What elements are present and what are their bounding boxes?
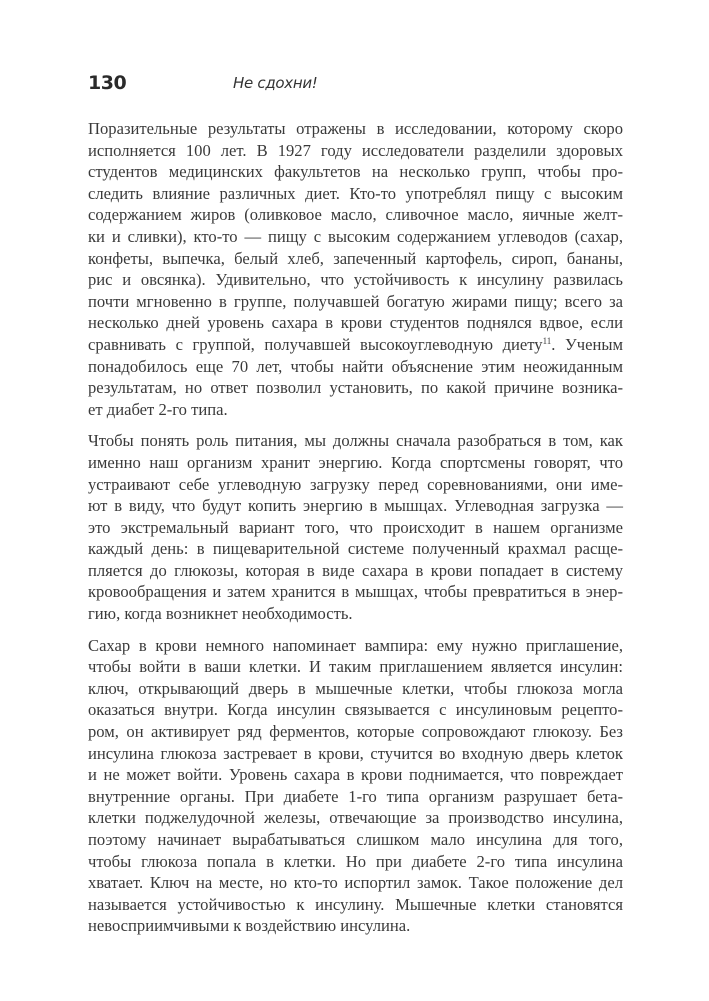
text-line: клетки поджелудочной железы, отвечающие за производство инсулина,: [88, 808, 623, 828]
paragraph: [88, 118, 623, 420]
text-line: и не может войти. Уровень сахара в крови поднимается, что повреждает: [88, 765, 623, 785]
text-line: это экстремальный вариант того, что происходит в нашем организме: [88, 517, 623, 537]
text-line: именно наш организм хранит энергию. Когда спортсмены говорят, что: [88, 452, 623, 472]
text-line: сравнивать с группой, получавшей высокоуглеводную диету$^{11}$. Ученым: [88, 334, 623, 354]
text-line: Чтобы понять роль питания, мы должны сначала разобраться в том, как: [88, 431, 623, 451]
text-line: ки и сливки), кто-то — пищу с высоким содержанием углеводов (сахар,: [88, 226, 623, 246]
text-line: почти мгновенно в группе, получавшей богатую жирами пищу; всего за: [88, 291, 623, 311]
text-line: следить влияние различных диет. Кто-то употреблял пищу с высоким: [88, 183, 623, 203]
text-line: чтобы войти в ваши клетки. И таким приглашением является инсулин:: [88, 657, 623, 677]
text-line: студентов медицинских факультетов на несколько групп, чтобы про-: [88, 162, 623, 182]
text-line: внутренние органы. При диабете 1-го типа организм разрушает бета-: [88, 786, 623, 806]
text-line: ключ, открывающий дверь в мышечные клетки, чтобы глюкоза могла: [88, 678, 623, 698]
text-line: поэтому начинает вырабатываться слишком мало инсулина для того,: [88, 830, 623, 849]
text-line: пляется до глюкозы, которая в виде сахара в крови попадает в систему: [88, 560, 623, 580]
page-number: 130: [88, 72, 127, 94]
text-line: хватает. Ключ на месте, но кто-то испортил замок. Такое положение дел: [88, 873, 623, 893]
text-line: исполняется 100 лет. В 1927 году исследователи разделили здоровых: [88, 140, 623, 160]
text-line: содержанием жиров (оливковое масло, сливочное масло, яичные желт-: [88, 205, 623, 225]
text-line: чтобы глюкоза попала в клетки. Но при диабете 2-го типа инсулина: [88, 851, 623, 871]
footnote-marker[interactable]: 11: [542, 335, 552, 346]
text-line: конфеты, выпечка, белый хлеб, запеченный картофель, сироп, бананы,: [88, 248, 623, 268]
text-line: ют в виду, что будут копить энергию в мышцах. Углеводная загрузка —: [88, 496, 623, 516]
text-line: понадобилось еще 70 лет, чтобы найти объяснение этим неожиданным: [88, 356, 623, 376]
page-header: [88, 72, 623, 100]
text-line: инсулина глюкоза застревает в крови, стучится во входную дверь клеток: [88, 743, 623, 763]
body-text: [88, 118, 623, 947]
text-line: ром, он активирует ряд ферментов, которые сопровождают глюкозу. Без: [88, 722, 623, 742]
text-line: называется устойчивостью к инсулину. Мышечные клетки становятся: [88, 894, 623, 914]
text-line: ет диабет 2-го типа.: [88, 399, 228, 419]
running-title: Не сдохни!: [233, 74, 318, 92]
text-line: результатам, но ответ позволил установить, по какой причине возника-: [88, 378, 623, 398]
paragraph: [88, 635, 623, 937]
text-line: Сахар в крови немного напоминает вампира: ему нужно приглашение,: [88, 635, 623, 655]
text-line: невосприимчивыми к воздействию инсулина.: [88, 916, 411, 936]
text-line: оказаться внутри. Когда инсулин связывается с инсулиновым рецепто-: [88, 700, 623, 720]
text-line: Поразительные результаты отражены в исследовании, которому скоро: [88, 119, 623, 138]
paragraph: [88, 430, 623, 624]
text-line: рис и овсянка). Удивительно, что устойчивость к инсулину развилась: [88, 270, 623, 290]
text-line: кровообращения и затем хранится в мышцах, чтобы превратиться в энер-: [88, 582, 623, 602]
text-line: несколько дней уровень сахара в крови студентов поднялся вдвое, если: [88, 313, 623, 333]
text-line: каждый день: в пищеварительной системе полученный крахмал расще-: [88, 539, 623, 559]
text-line: устраивают себе углеводную загрузку перед соревнованиями, они име-: [88, 474, 623, 494]
text-line: гию, когда возникнет необходимость.: [88, 604, 353, 624]
